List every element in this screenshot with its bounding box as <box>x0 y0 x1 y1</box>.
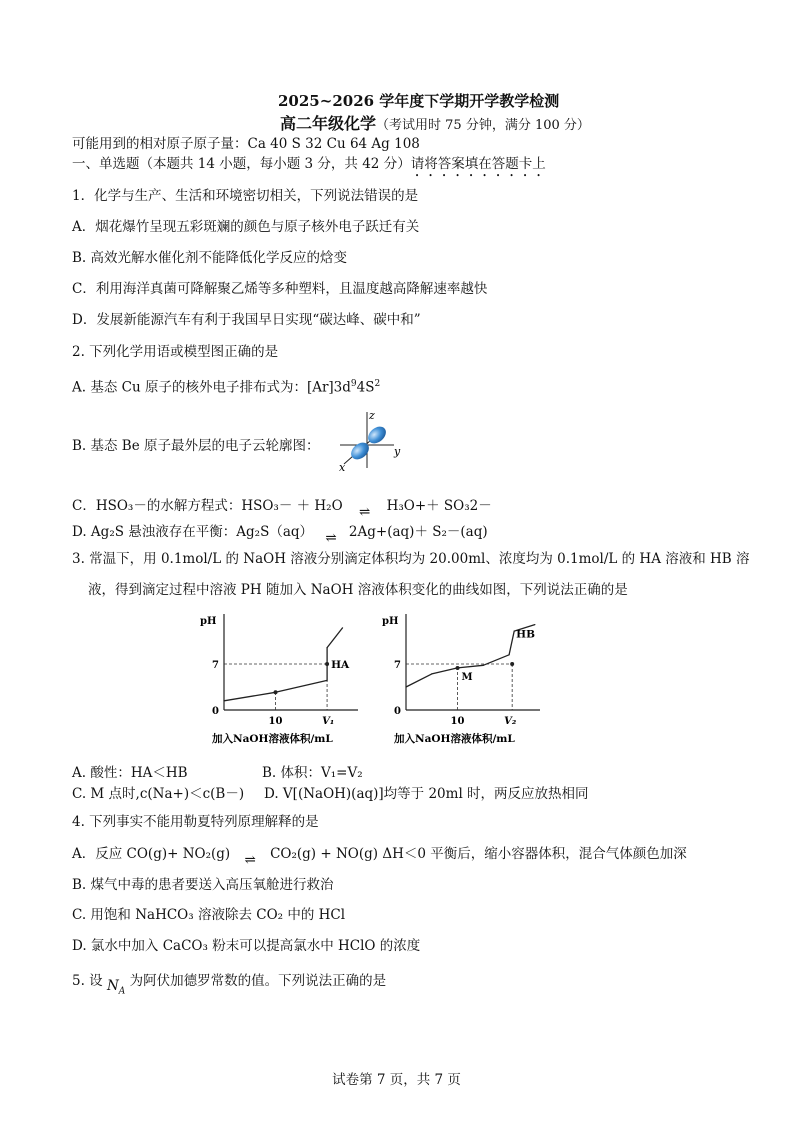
x-axis-label: 加入NaOH溶液体积/mL <box>394 733 515 745</box>
data-point <box>483 665 484 666</box>
point-m-label: M <box>461 671 473 683</box>
equilibrium-arrow-d: ⇌ <box>325 530 337 546</box>
y-tick-label: 0 <box>394 706 401 717</box>
q3-option-a: A. 酸性：HA＜HB <box>72 765 188 781</box>
q2-option-a: A. 基态 Cu 原子的核外电子排布式为：$[Ar]3d^94S^2$ <box>72 379 381 396</box>
q4-option-c: C. 用饱和 NaHCO₃ 溶液除去 CO₂ 中的 HCl <box>72 907 346 923</box>
equilibrium-arrow-c: ⇌ <box>358 504 371 520</box>
q3-option-b: B. 体积：V₁=V₂ <box>262 765 363 781</box>
titration-chart-hb <box>382 608 552 748</box>
q4-stem: 4. 下列事实不能用勒夏特列原理解释的是 <box>72 814 319 830</box>
x-axis-label: x <box>339 461 346 474</box>
q3-stem-line2: 液，得到滴定过程中溶液 PH 随加入 NaOH 溶液体积变化的曲线如图，下列说法正确的是 <box>88 582 628 598</box>
curve-label: HA <box>331 659 350 671</box>
q1-option-a: A．烟花爆竹呈现五彩斑斓的颜色与原子核外电子跃迁有关 <box>72 219 420 235</box>
exam-title: 2025~2026 学年度下学期开学教学检测 <box>278 92 560 110</box>
titration-chart-ha <box>200 608 370 748</box>
half-neutralization-point <box>274 690 278 694</box>
q4-option-d: D. 氯水中加入 CaCO₃ 粉末可以提高氯水中 HClO 的浓度 <box>72 938 421 954</box>
page-footer: 试卷第 7 页，共 7 页 <box>332 1072 461 1088</box>
data-point <box>223 700 224 701</box>
atomic-masses: 可能用到的相对原子原子量：Ca 40 S 32 Cu 64 Ag 108 <box>72 136 420 152</box>
q1-option-d: D．发展新能源汽车有利于我国早日实现“碳达峰、碳中和” <box>72 312 421 328</box>
equivalence-point <box>510 662 514 666</box>
y-axis-label: pH <box>200 616 217 627</box>
y-tick-label: 7 <box>212 660 219 671</box>
section-heading <box>72 155 546 180</box>
q1-option-b: B. 高效光解水催化剂不能降低化学反应的焓变 <box>72 250 348 266</box>
x-axis-label: 加入NaOH溶液体积/mL <box>212 733 333 745</box>
q2-option-d: D. Ag₂S 悬浊液存在平衡：Ag₂S（aq） ⇌ 2Ag+(aq)＋ S₂－(aq) <box>72 524 488 546</box>
exam-time-note: （考试用时 75 分钟，满分 100 分） <box>376 118 590 133</box>
x-tick-label: V₂ <box>504 716 517 727</box>
data-point <box>405 686 406 687</box>
data-point <box>534 624 535 625</box>
data-point <box>342 627 343 628</box>
x-tick-label: V₁ <box>322 716 335 727</box>
q2-stem: 2. 下列化学用语或模型图正确的是 <box>72 344 279 360</box>
q1-stem: 1．化学与生产、生活和环境密切相关，下列说法错误的是 <box>72 188 419 204</box>
half-neutralization-point <box>456 666 460 670</box>
q2-option-b: B. 基态 Be 原子最外层的电子云轮廓图： <box>72 438 320 454</box>
q3-stem-line1: 3. 常温下，用 0.1mol/L 的 NaOH 溶液分别滴定体积均为 20.00ml、浓度均为 0.1mol/L 的 HA 溶液和 HB 溶 <box>72 551 750 567</box>
y-tick-label: 7 <box>394 660 401 671</box>
avogadro-symbol: $N_A$ <box>106 978 126 997</box>
q5-stem: 5. 设 $N_A$ 为阿伏加德罗常数的值。下列说法正确的是 <box>72 973 387 997</box>
x-tick-label: 10 <box>268 716 283 727</box>
z-axis-label: z <box>369 409 375 422</box>
exam-subtitle <box>280 111 590 134</box>
y-tick-label: 0 <box>212 706 219 717</box>
data-point <box>514 631 515 632</box>
x-tick-label: 10 <box>450 716 465 727</box>
orbital-lobe-upper <box>365 423 389 447</box>
curve-label: HB <box>516 628 535 641</box>
q3-option-d: D. V[(NaOH)(aq)]均等于 20ml 时，两反应放热相同 <box>264 786 589 802</box>
data-point <box>508 654 509 655</box>
section-intro: 一、单选题（本题共 14 小题，每小题 3 分，共 42 分） <box>72 156 411 172</box>
data-point <box>326 680 327 681</box>
q4-option-a: A．反应 CO(g)+ NO₂(g) ⇌ CO₂(g) + NO(g) ΔH＜0 平衡后，缩小容器体积，混合气体颜色加深 <box>72 846 687 868</box>
data-point <box>431 673 432 674</box>
equivalence-point <box>325 662 329 666</box>
q4-option-b: B. 煤气中毒的患者要送入高压氧舱进行救治 <box>72 877 334 893</box>
y-axis-label: y <box>394 445 401 458</box>
y-axis-label: pH <box>382 616 399 627</box>
subject-title: 高二年级化学 <box>280 114 377 133</box>
p-orbital-diagram <box>332 408 404 474</box>
equilibrium-arrow-q4: ⇌ <box>244 852 256 868</box>
q1-option-c: C．利用海洋真菌可降解聚乙烯等多种塑料，且温度越高降解速率越快 <box>72 281 488 297</box>
q2-option-c: C．HSO₃－的水解方程式：HSO₃－ ＋ H₂O ⇌ H₃O+＋ SO₃2－ <box>72 498 492 520</box>
section-emphasis: 请将答案填在答题卡上 <box>410 156 546 172</box>
data-point <box>326 647 327 648</box>
q3-option-c: C. M 点时,c(Na+)＜c(B－) <box>72 786 245 802</box>
